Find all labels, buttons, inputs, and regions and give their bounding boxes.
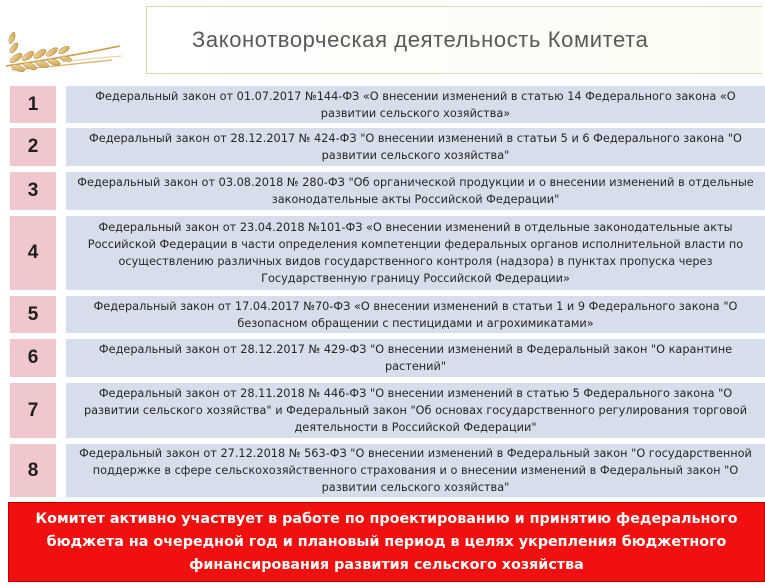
law-description: Федеральный закон от 27.12.2018 № 563-ФЗ "О внесении изменений в Федеральный закон "О государственной поддержке в сфере сельскохозяйственного страхования и о внесении изменений в Федеральный закон "О развитии сельского хозяйства" bbox=[64, 442, 765, 499]
law-row bbox=[8, 126, 765, 168]
committee-note-banner: Комитет активно участвует в работе по проектированию и принятию федерального бюджета на очередной год и плановый период в целях укрепления бюджетного финансирования развития сельского хозяйства bbox=[8, 502, 765, 582]
law-description: Федеральный закон от 23.04.2018 №101-ФЗ «О внесении изменений в отдельные законодательные акты Российской Федерации в части определения компетенции федеральных органов исполнительной власти по осуществлению различных видов государственного контроля (надзора) в пунктах пропуска через Государственную границу Российской Федерации» bbox=[64, 214, 765, 292]
law-description: Федеральный закон от 17.04.2017 №70-ФЗ «О внесении изменений в статьи 1 и 9 Федерального закона "О безопасном обращении с пестицидами и агрохимикатами» bbox=[64, 294, 765, 335]
law-number: 3 bbox=[8, 170, 58, 212]
law-number: 7 bbox=[8, 381, 58, 440]
law-row bbox=[8, 214, 765, 292]
wheat-icon bbox=[2, 22, 122, 77]
law-description: Федеральный закон от 28.11.2018 № 446-ФЗ "О внесении изменений в статью 5 Федерального закона "О развитии сельского хозяйства" и Федеральный закон "Об основах государственного регулирования торговой деятельности в Российской Федерации" bbox=[64, 381, 765, 440]
law-row bbox=[8, 337, 765, 379]
law-description: Федеральный закон от 28.12.2017 № 424-ФЗ "О внесении изменений в статьи 5 и 6 Федерального закона "О развитии сельского хозяйства" bbox=[64, 126, 765, 168]
law-number: 6 bbox=[8, 337, 58, 379]
title-banner bbox=[146, 6, 762, 74]
law-row bbox=[8, 381, 765, 440]
law-number: 8 bbox=[8, 442, 58, 499]
page-title: Законотворческая деятельность Комитета bbox=[192, 27, 649, 52]
law-description: Федеральный закон от 03.08.2018 № 280-ФЗ "Об органической продукции и о внесении изменений в отдельные законодательные акты Российской Федерации" bbox=[64, 170, 765, 212]
law-number: 4 bbox=[8, 214, 58, 292]
law-number: 2 bbox=[8, 126, 58, 168]
law-number: 1 bbox=[8, 84, 58, 125]
law-row bbox=[8, 84, 765, 125]
law-description: Федеральный закон от 28.12.2017 № 429-ФЗ "О внесении изменений в Федеральный закон "О карантине растений" bbox=[64, 337, 765, 379]
law-row bbox=[8, 442, 765, 499]
law-number: 5 bbox=[8, 294, 58, 335]
law-row bbox=[8, 170, 765, 212]
law-row bbox=[8, 294, 765, 335]
law-description: Федеральный закон от 01.07.2017 №144-ФЗ «О внесении изменений в статью 14 Федерального закона «О развитии сельского хозяйства» bbox=[64, 84, 765, 125]
